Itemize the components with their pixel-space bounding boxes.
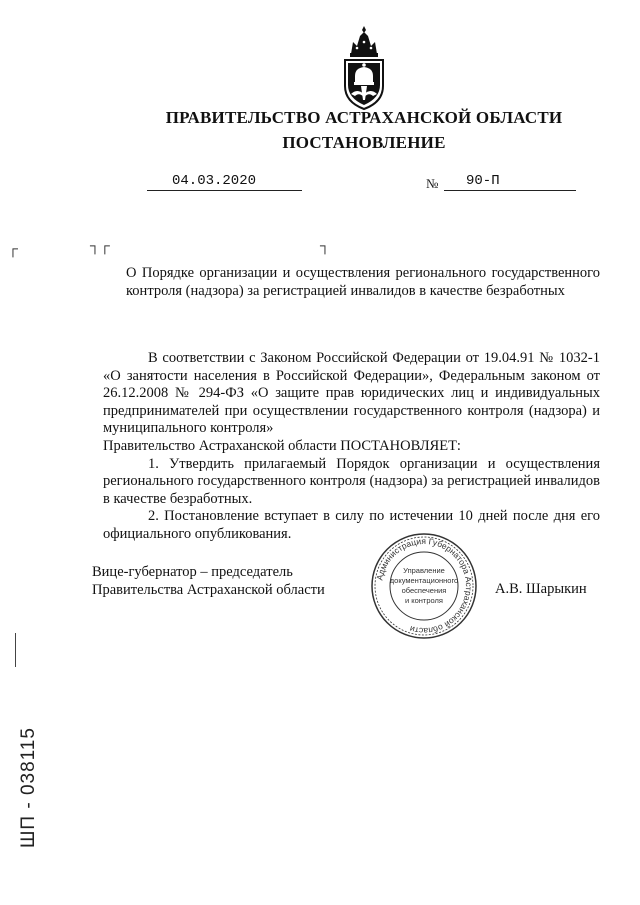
document-date: 04.03.2020 (172, 173, 257, 189)
signatory-role-line-2: Правительства Астраханской области (92, 581, 325, 598)
corner-mark-mid: ┐┌ (90, 237, 110, 253)
coat-of-arms-emblem (339, 24, 389, 112)
svg-text:документационного: документационного (389, 576, 459, 585)
preamble-paragraph: В соответствии с Законом Российской Федерации от 19.04.91 № 1032-1 «О занятости населения в Российской Федерации», Федеральным законом от 26.12.2008 № 294-ФЗ «О защите прав юридических лиц и индивидуальных предпринимателей при осуществлении государственного контроля (надзора) и муниципального контроля» (103, 350, 600, 437)
signatory-role-line-1: Вице-губернатор – председатель (92, 564, 293, 580)
corner-mark-left: ┌ (8, 240, 18, 256)
stamp-ring-text: Администрация Губернатора Астраханской области (374, 535, 475, 637)
item-2-paragraph: 2. Постановление вступает в силу по истечении 10 дней после дня его официального опубликования. (103, 508, 600, 542)
signatory-name: А.В. Шарыкин (495, 581, 587, 597)
side-margin-rule (15, 633, 16, 667)
corner-mark-right: ┐ (320, 237, 330, 253)
form-serial-code: ШП - 038115 (18, 727, 39, 848)
number-underline (444, 190, 576, 191)
document-type-heading: ПОСТАНОВЛЕНИЕ (282, 133, 446, 152)
government-heading: ПРАВИТЕЛЬСТВО АСТРАХАНСКОЙ ОБЛАСТИ (165, 108, 563, 127)
svg-text:Управление: Управление (403, 566, 445, 575)
document-title: О Порядке организации и осуществления регионального государственного контроля (надзора) за регистрацией инвалидов в качестве безработных (126, 265, 600, 299)
document-number: 90-П (466, 173, 500, 189)
resolve-paragraph: Правительство Астраханской области ПОСТАНОВЛЯЕТ: (103, 437, 461, 454)
item-1-paragraph: 1. Утвердить прилагаемый Порядок организации и осуществления регионального государственного контроля (надзора) за регистрацией инвалидов в качестве безработных. (103, 455, 600, 507)
document-body (103, 350, 600, 544)
signatory-role (92, 564, 325, 599)
number-label: № (426, 176, 439, 191)
svg-text:обеспечения: обеспечения (401, 586, 447, 595)
official-stamp-icon (370, 532, 478, 640)
svg-text:и контроля: и контроля (404, 596, 444, 605)
date-underline (147, 190, 302, 191)
